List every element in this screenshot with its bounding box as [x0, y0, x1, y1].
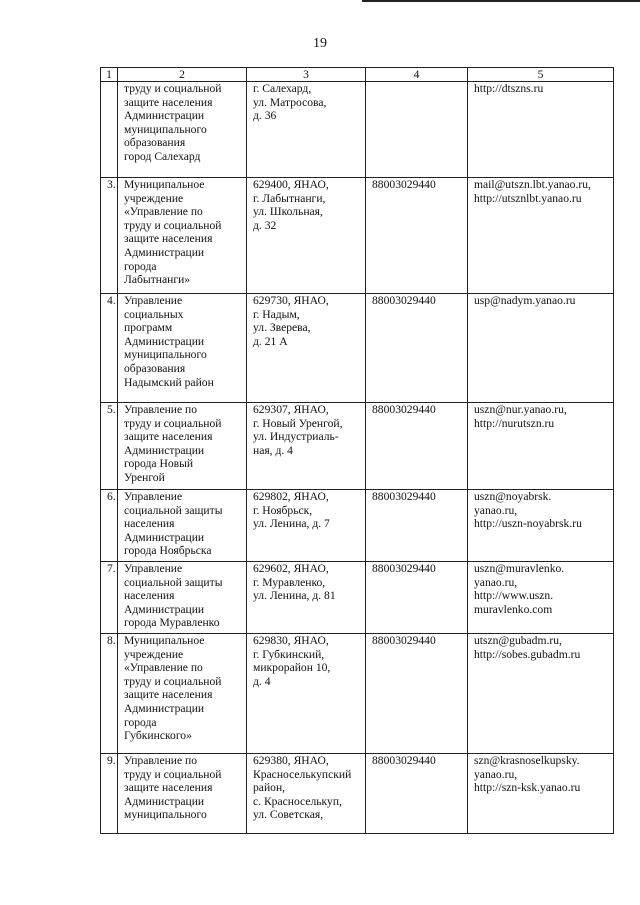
organization-name-cell-line: муниципального [124, 122, 207, 136]
phone-cell-line: 88003029440 [372, 178, 436, 191]
address-cell-line: 629602, ЯНАО, [253, 562, 329, 575]
organization-name-cell-line: Губкинского» [124, 729, 192, 743]
organization-name-cell-line: Управление [124, 562, 183, 575]
organization-name-cell-line: «Управление по [124, 661, 203, 675]
contacts-cell [468, 82, 614, 178]
organization-name-cell-line: города Муравленко [124, 616, 220, 630]
header-cell: 2 [118, 68, 247, 82]
address-cell-line: ул. Ленина, д. 7 [253, 517, 330, 531]
organization-name-cell-line: труду и социальной [124, 416, 222, 430]
address-cell-line: д. 32 [253, 218, 277, 232]
row-number-cell [101, 634, 118, 754]
phone-cell [366, 562, 468, 634]
address-cell-line: г. Лабытнанги, [253, 191, 326, 205]
contacts-cell-line: uszn@noyabrsk. [474, 490, 552, 503]
address-cell-line: ул. Школьная, [253, 205, 323, 219]
address-cell [247, 634, 366, 754]
address-cell-line: 629400, ЯНАО, [253, 178, 329, 191]
address-cell-line: 629830, ЯНАО, [253, 634, 329, 647]
phone-cell [366, 82, 468, 178]
header-cell: 1 [101, 68, 118, 82]
row-number-cell [101, 754, 118, 834]
address-cell [247, 178, 366, 294]
row-number-cell-line: 4. [107, 294, 116, 307]
organization-name-cell-line: труду и социальной [124, 767, 222, 781]
organization-name-cell [118, 490, 247, 562]
address-cell-line: г. Ноябрьск, [253, 503, 313, 517]
header-cell: 3 [247, 68, 366, 82]
contacts-cell [468, 754, 614, 834]
contacts-cell-line: mail@utszn.lbt.yanao.ru, [474, 178, 591, 191]
contacts-cell [468, 562, 614, 634]
address-cell-line: 629730, ЯНАО, [253, 294, 329, 307]
row-number-cell [101, 562, 118, 634]
contacts-cell [468, 403, 614, 490]
address-cell-line: д. 36 [253, 109, 277, 123]
address-cell-line: г. Новый Уренгой, [253, 416, 343, 430]
organization-name-cell-line: труду и социальной [124, 674, 222, 688]
organization-name-cell-line: Управление [124, 294, 183, 307]
contacts-cell-line: utszn@gubadm.ru, [474, 634, 562, 647]
address-cell-line: г. Салехард, [253, 82, 312, 95]
header-cell: 4 [366, 68, 468, 82]
row-number-cell [101, 178, 118, 294]
contacts-cell-line: http://szn-ksk.yanao.ru [474, 781, 581, 795]
organization-name-cell-line: программ [124, 321, 173, 335]
contacts-cell-line: uszn@nur.yanao.ru, [474, 403, 567, 416]
contacts-cell [468, 294, 614, 403]
organization-name-cell-line: защите населения [124, 232, 213, 246]
address-cell [247, 562, 366, 634]
organization-name-cell-line: города [124, 715, 157, 729]
organization-name-cell-line: социальных [124, 307, 184, 321]
table-row [101, 403, 614, 490]
address-cell [247, 490, 366, 562]
address-cell-line: ул. Советская, [253, 808, 324, 822]
table-header-row [101, 68, 614, 82]
address-cell [247, 294, 366, 403]
organization-name-cell-line: защите населения [124, 95, 213, 109]
phone-cell [366, 754, 468, 834]
contacts-cell [468, 178, 614, 294]
address-cell-line: г. Губкинский, [253, 647, 325, 661]
address-cell-line: ул. Ленина, д. 81 [253, 589, 336, 603]
organization-name-cell-line: Администрации [124, 334, 205, 348]
organization-name-cell-line: труду и социальной [124, 218, 222, 232]
address-cell-line: 629380, ЯНАО, [253, 754, 329, 767]
contacts-cell-line: usp@nadym.yanao.ru [474, 294, 576, 307]
organization-name-cell-line: «Управление по [124, 205, 203, 219]
organization-name-cell-line: Управление по [124, 754, 198, 767]
address-cell-line: микрорайон 10, [253, 661, 331, 675]
address-cell-line: г. Муравленко, [253, 575, 326, 589]
organization-name-cell-line: социальной защиты [124, 575, 223, 589]
contacts-cell-line: yanao.ru, [474, 503, 518, 517]
row-number-cell [101, 294, 118, 403]
contacts-cell-line: http://nurutszn.ru [474, 416, 555, 430]
phone-cell [366, 490, 468, 562]
address-cell-line: г. Надым, [253, 307, 300, 321]
organization-name-cell-line: Администрации [124, 701, 205, 715]
row-number-cell [101, 82, 118, 178]
top-rule [362, 0, 640, 2]
contacts-cell-line: http://uszn-noyabrsk.ru [474, 517, 582, 531]
table-row [101, 754, 614, 834]
table-row [101, 82, 614, 178]
organization-name-cell-line: учреждение [124, 647, 184, 661]
table-row [101, 294, 614, 403]
table-row [101, 178, 614, 294]
address-cell-line: ная, д. 4 [253, 443, 293, 457]
address-cell-line: д. 21 А [253, 334, 288, 348]
header-cell: 5 [468, 68, 614, 82]
organization-name-cell-line: учреждение [124, 191, 184, 205]
phone-cell [366, 178, 468, 294]
address-cell-line: ул. Зверева, [253, 321, 311, 335]
contacts-cell-line: szn@krasnoselkupsky. [474, 754, 580, 767]
organization-name-cell-line: Администрации [124, 794, 205, 808]
row-number-cell [101, 490, 118, 562]
phone-cell [366, 403, 468, 490]
organization-name-cell-line: Надымский район [124, 375, 214, 389]
address-cell-line: район, [253, 781, 286, 795]
organization-name-cell-line: Уренгой [124, 470, 165, 484]
organization-name-cell-line: населения [124, 589, 175, 603]
organization-name-cell-line: труду и социальной [124, 82, 222, 95]
organization-name-cell [118, 562, 247, 634]
address-cell-line: ул. Матросова, [253, 95, 327, 109]
table-row [101, 634, 614, 754]
address-cell-line: с. Красноселькуп, [253, 794, 342, 808]
page-number: 19 [313, 36, 327, 51]
organization-name-cell-line: населения [124, 517, 175, 531]
row-number-cell-line: 3. [107, 178, 116, 191]
organizations-table [100, 67, 614, 834]
organization-name-cell-line: Администрации [124, 245, 205, 259]
contacts-cell-line: muravlenko.com [474, 602, 553, 616]
organization-name-cell-line: социальной защиты [124, 503, 223, 517]
address-cell-line: 629802, ЯНАО, [253, 490, 329, 503]
organization-name-cell-line: образования [124, 361, 186, 375]
contacts-cell-line: http://www.uszn. [474, 589, 554, 603]
organization-name-cell-line: Управление [124, 490, 183, 503]
address-cell [247, 403, 366, 490]
contacts-cell-line: uszn@muravlenko. [474, 562, 565, 575]
organization-name-cell-line: Администрации [124, 530, 205, 544]
organization-name-cell-line: защите населения [124, 430, 213, 444]
organization-name-cell-line: города [124, 259, 157, 273]
organization-name-cell-line: города Новый [124, 457, 194, 471]
contacts-cell [468, 490, 614, 562]
organization-name-cell-line: защите населения [124, 688, 213, 702]
table-row [101, 490, 614, 562]
phone-cell-line: 88003029440 [372, 634, 436, 647]
organization-name-cell-line: Лабытнанги» [124, 273, 191, 287]
organization-name-cell-line: Управление по [124, 403, 198, 416]
phone-cell [366, 294, 468, 403]
phone-cell-line: 88003029440 [372, 490, 436, 503]
organization-name-cell-line: муниципального [124, 348, 207, 362]
organization-name-cell [118, 634, 247, 754]
organization-name-cell [118, 294, 247, 403]
phone-cell [366, 634, 468, 754]
row-number-cell-line: 8. [107, 634, 116, 647]
organization-name-cell-line: Муниципальное [124, 178, 205, 191]
contacts-cell-line: http://utsznlbt.yanao.ru [474, 191, 582, 205]
contacts-cell-line: http://sobes.gubadm.ru [474, 647, 581, 661]
row-number-cell [101, 403, 118, 490]
organization-name-cell [118, 403, 247, 490]
row-number-cell-line: 9. [107, 754, 116, 767]
organization-name-cell-line: города Ноябрьска [124, 544, 212, 558]
row-number-cell-line: 6. [107, 490, 116, 503]
contacts-cell [468, 634, 614, 754]
organization-name-cell [118, 754, 247, 834]
phone-cell-line: 88003029440 [372, 754, 436, 767]
organization-name-cell-line: муниципального [124, 808, 207, 822]
organization-name-cell-line: Муниципальное [124, 634, 205, 647]
row-number-cell-line: 7. [107, 562, 116, 575]
address-cell [247, 754, 366, 834]
organization-name-cell [118, 178, 247, 294]
organization-name-cell-line: образования [124, 136, 186, 150]
address-cell-line: ул. Индустриаль- [253, 430, 339, 444]
organization-name-cell-line: защите населения [124, 781, 213, 795]
address-cell-line: Красноселькупский [253, 767, 352, 781]
organization-name-cell [118, 82, 247, 178]
organization-name-cell-line: Администрации [124, 602, 205, 616]
address-cell [247, 82, 366, 178]
organization-name-cell-line: город Салехард [124, 149, 201, 163]
contacts-cell-line: yanao.ru, [474, 575, 518, 589]
phone-cell-line: 88003029440 [372, 403, 436, 416]
address-cell-line: д. 4 [253, 674, 271, 688]
table-row [101, 562, 614, 634]
phone-cell-line: 88003029440 [372, 294, 436, 307]
address-cell-line: 629307, ЯНАО, [253, 403, 329, 416]
contacts-cell-line: http://dtszns.ru [474, 82, 544, 95]
organization-name-cell-line: Администрации [124, 443, 205, 457]
organization-name-cell-line: Администрации [124, 109, 205, 123]
phone-cell-line: 88003029440 [372, 562, 436, 575]
contacts-cell-line: yanao.ru, [474, 767, 518, 781]
row-number-cell-line: 5. [107, 403, 116, 416]
